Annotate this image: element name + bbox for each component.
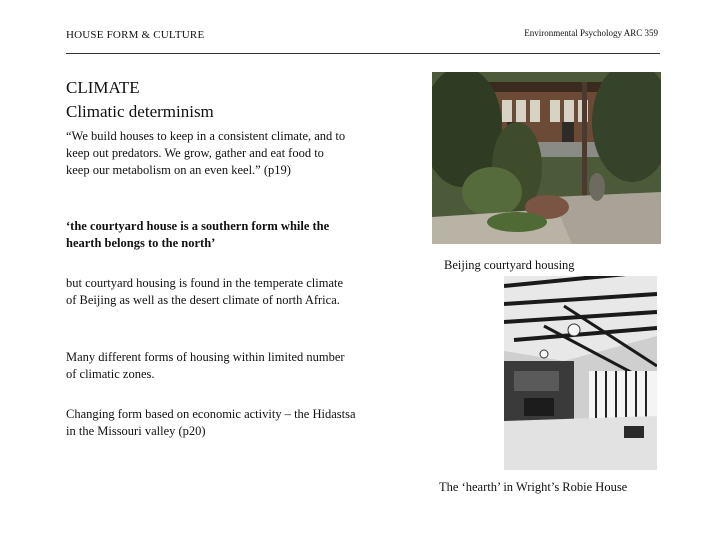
- slide-subheading: Climatic determinism: [66, 102, 214, 121]
- header-divider: [66, 53, 660, 54]
- courtyard-caption: Beijing courtyard housing: [444, 258, 575, 272]
- paragraph-housing-forms: Many different forms of housing within limited number of climatic zones.: [66, 350, 345, 381]
- hearth-caption: The ‘hearth’ in Wright’s Robie House: [439, 480, 628, 494]
- paragraph-economic-activity: Changing form based on economic activity – the Hidastsa in the Missouri valley (p20): [66, 407, 356, 438]
- bold-quote-paragraph: ‘the courtyard house is a southern form while the hearth belongs to the north’: [66, 219, 330, 250]
- header-left-title: HOUSE FORM & CULTURE: [66, 29, 205, 41]
- courtyard-photo: [432, 72, 661, 244]
- quote-paragraph: “We build houses to keep in a consistent climate, and to keep out predators. We grow, gather and eat food to keep our metabolism on an even keel.” (p19): [66, 129, 346, 177]
- paragraph-courtyard-climates: but courtyard housing is found in the temperate climate of Beijing as well as the desert climate of north Africa.: [66, 276, 344, 307]
- slide-heading: CLIMATE: [66, 78, 140, 97]
- header-right-title: Environmental Psychology ARC 359: [524, 28, 658, 38]
- hearth-photo: [504, 276, 657, 470]
